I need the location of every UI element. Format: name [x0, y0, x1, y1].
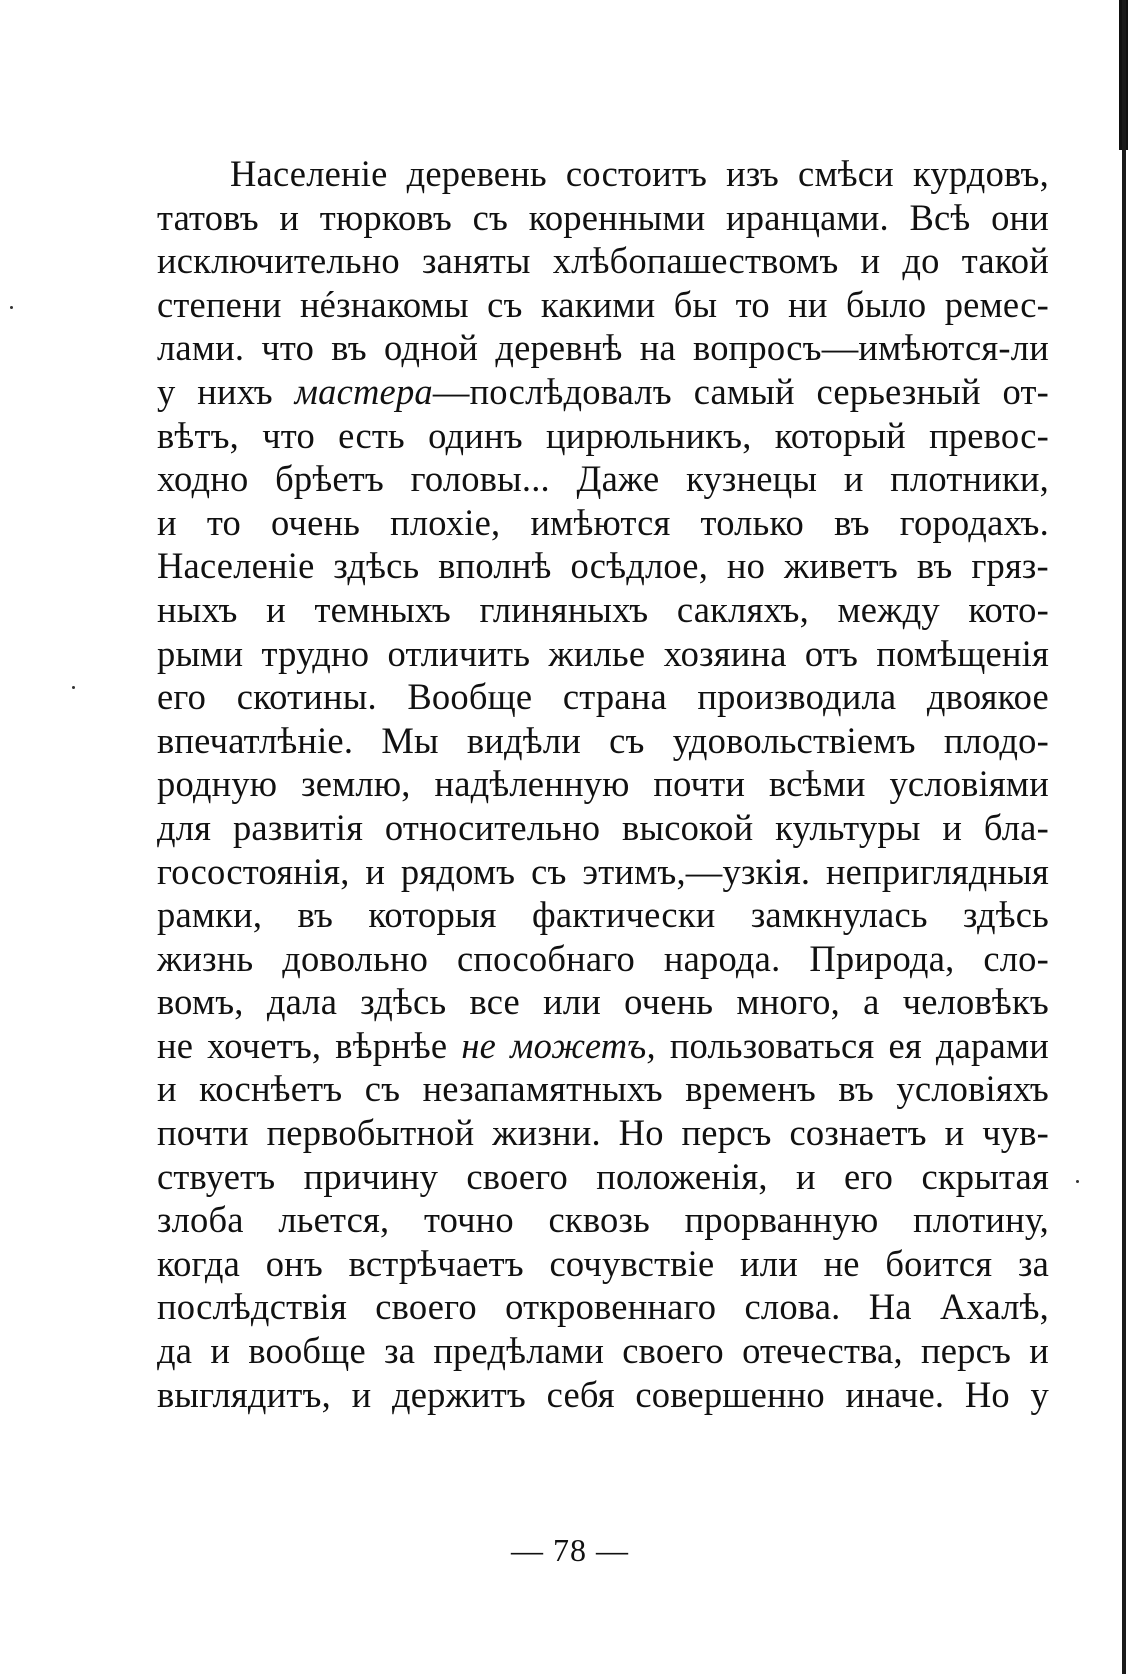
text-line	[157, 414, 1049, 458]
word: между	[837, 588, 940, 630]
word: въ	[331, 327, 367, 369]
word: землю,	[301, 763, 411, 805]
word: точно	[423, 1199, 514, 1241]
word: впечатлѣнiе.	[157, 719, 354, 761]
word: персъ	[920, 1330, 1012, 1372]
word: ствуетъ	[157, 1155, 276, 1197]
word: жизнь	[157, 937, 254, 979]
word: трудно	[261, 632, 370, 674]
word: онъ	[265, 1242, 323, 1284]
word: одной	[384, 327, 479, 369]
word: то	[735, 283, 770, 325]
word: фактически	[531, 894, 716, 936]
word: хлѣбопашествомъ	[552, 240, 839, 282]
word: когда	[157, 1242, 241, 1284]
text-line	[157, 588, 1049, 632]
word: очень	[624, 981, 714, 1023]
word: предѣлами	[433, 1330, 605, 1372]
word: родную	[157, 763, 278, 805]
word: одинъ	[428, 414, 523, 456]
word: головы...	[410, 458, 550, 500]
word: себя	[546, 1373, 615, 1415]
word: сочувствiе	[549, 1242, 715, 1284]
word: татовъ	[157, 196, 259, 238]
word: съ	[472, 196, 509, 238]
word: Но	[964, 1373, 1010, 1415]
word: причину	[303, 1155, 439, 1197]
word: въ	[834, 501, 870, 543]
word: Мы	[381, 719, 439, 761]
word: коснѣетъ	[199, 1068, 343, 1110]
word: степени	[157, 283, 282, 325]
text-line	[157, 1024, 1049, 1068]
page-number: — 78 —	[511, 1532, 629, 1568]
word: да	[157, 1330, 193, 1372]
word: сакляхъ,	[676, 588, 809, 630]
word: относительно	[384, 806, 601, 848]
word: плохiе,	[390, 501, 501, 543]
text-line	[157, 719, 1049, 763]
word: здѣсь	[963, 894, 1049, 936]
word: послѣдствiя	[157, 1286, 348, 1328]
word: очень	[271, 501, 361, 543]
word: высокой	[622, 806, 754, 848]
word: двоякое	[926, 676, 1049, 718]
word: можетъ,	[510, 1024, 656, 1066]
word: гряз-	[971, 545, 1049, 587]
word: и	[279, 196, 300, 238]
word: его	[844, 1155, 894, 1197]
word: тюрковъ	[319, 196, 452, 238]
word: и	[1029, 1330, 1049, 1372]
text-line	[157, 152, 1049, 196]
word: и	[266, 588, 286, 630]
word: ныхъ	[157, 588, 238, 630]
word: много,	[736, 981, 840, 1023]
word: Ахалѣ,	[939, 1286, 1049, 1328]
word: своего	[375, 1286, 477, 1328]
word: темныхъ	[314, 588, 451, 630]
word: нихъ	[197, 370, 273, 412]
word: деревень	[406, 153, 547, 194]
word: или	[740, 1242, 798, 1284]
word: способнаго	[457, 937, 635, 979]
word: дала	[266, 981, 338, 1023]
word: замкнулась	[750, 894, 928, 936]
word: и	[944, 1112, 965, 1154]
word: коренными	[528, 196, 706, 238]
word: отличить	[387, 632, 531, 674]
word: держитъ	[391, 1373, 526, 1415]
word: боится	[885, 1242, 993, 1284]
word: съ	[487, 283, 523, 325]
word: неприглядныя	[825, 850, 1049, 892]
text-line	[157, 675, 1049, 719]
word: съ	[609, 719, 645, 761]
word: почти	[653, 763, 746, 805]
word: съ	[364, 1068, 401, 1110]
word: этимъ,—узкiя.	[582, 850, 811, 892]
word: съ	[531, 850, 567, 892]
word: сло-	[983, 937, 1049, 979]
word: Природа,	[809, 937, 955, 979]
word: прорванную	[684, 1199, 879, 1241]
word: положенiя,	[596, 1155, 768, 1197]
word: плотину,	[913, 1199, 1049, 1241]
word: надѣленную	[434, 763, 630, 805]
word: какими	[540, 283, 656, 325]
word: не	[157, 1024, 194, 1066]
word: народа.	[663, 937, 781, 979]
word: за	[384, 1330, 416, 1372]
word: они	[991, 196, 1049, 238]
word: Населенiе	[230, 153, 388, 194]
word: превос-	[929, 414, 1049, 456]
word: ходно	[157, 458, 249, 500]
scan-speck	[1076, 1180, 1079, 1183]
word: льется,	[278, 1199, 390, 1241]
word: не	[823, 1242, 860, 1284]
word: состоитъ	[565, 153, 708, 194]
page-edge-line	[1122, 0, 1126, 1674]
word: кото-	[968, 588, 1049, 630]
word: вопросъ—имѣются-ли	[693, 327, 1049, 369]
word: цирюльникъ,	[546, 414, 752, 456]
word: деревнѣ	[495, 327, 623, 369]
word: своего	[466, 1155, 568, 1197]
word: и	[860, 240, 881, 282]
word: самый	[693, 370, 795, 412]
word: видѣли	[466, 719, 581, 761]
scan-speck	[72, 686, 75, 689]
text-line	[157, 239, 1049, 283]
word: только	[700, 501, 804, 543]
text-line	[157, 762, 1049, 806]
word: Населенiе	[157, 545, 315, 587]
word: культуры	[775, 806, 921, 848]
word: то	[206, 501, 241, 543]
word: что	[262, 414, 315, 456]
word: а	[863, 981, 880, 1023]
word: брѣетъ	[275, 458, 384, 500]
word: въ	[838, 1068, 874, 1110]
word: было	[846, 283, 927, 325]
word: скотины.	[236, 676, 377, 718]
word: развитiя	[232, 806, 364, 848]
word: хозяина	[663, 632, 787, 674]
word: все	[469, 981, 520, 1023]
word: вѣтъ,	[157, 414, 240, 456]
word: рыми	[157, 632, 244, 674]
text-line	[157, 544, 1049, 588]
word: и	[157, 1068, 177, 1110]
text-line	[157, 1198, 1049, 1242]
word: вполнѣ	[438, 545, 552, 587]
word: удовольствiемъ	[672, 719, 916, 761]
text-line	[157, 196, 1049, 240]
word: встрѣчаетъ	[348, 1242, 524, 1284]
word: и	[351, 1373, 372, 1415]
word: который	[774, 414, 906, 456]
word: за	[1017, 1242, 1049, 1284]
word: Но	[618, 1112, 664, 1154]
word: и	[942, 806, 963, 848]
text-line	[157, 326, 1049, 370]
text-line	[157, 1155, 1049, 1199]
word: жизни.	[492, 1112, 601, 1154]
word: въ	[297, 894, 334, 936]
word: временъ	[685, 1068, 817, 1110]
text-line	[157, 501, 1049, 545]
text-line	[157, 1373, 1049, 1417]
word: сознаетъ	[789, 1112, 927, 1154]
word: слова.	[744, 1286, 841, 1328]
word: или	[543, 981, 601, 1023]
word: заняты	[421, 240, 531, 282]
word: жилье	[548, 632, 646, 674]
text-line	[157, 1329, 1049, 1373]
word: бы	[673, 283, 718, 325]
text-line	[157, 806, 1049, 850]
word: рамки,	[157, 894, 263, 936]
word: иначе.	[845, 1373, 945, 1415]
word: на	[639, 327, 676, 369]
word: до	[902, 240, 940, 282]
text-line	[157, 283, 1049, 327]
word: производила	[697, 676, 897, 718]
text-line	[157, 1111, 1049, 1155]
word: от-	[1002, 370, 1049, 412]
text-line	[157, 1285, 1049, 1329]
word: у	[1030, 1373, 1049, 1415]
word: Всѣ	[909, 196, 971, 238]
word: серьезный	[816, 370, 981, 412]
word: почти	[157, 1112, 249, 1154]
word: пользоваться	[669, 1024, 875, 1066]
word: вообще	[248, 1330, 366, 1372]
word: исключительно	[157, 240, 400, 282]
word: изъ	[726, 153, 779, 194]
word: сквозь	[548, 1199, 650, 1241]
word: злоба	[157, 1199, 244, 1241]
word: госостоянiя,	[157, 850, 350, 892]
word: и	[157, 501, 177, 543]
text-line	[157, 937, 1049, 981]
word: смѣси	[798, 153, 894, 194]
text-line	[157, 850, 1049, 894]
word: и	[210, 1330, 231, 1372]
word: у	[157, 370, 176, 412]
word: плодо-	[943, 719, 1049, 761]
body-text	[157, 152, 1049, 1416]
word: которыя	[368, 894, 497, 936]
word: На	[868, 1286, 912, 1328]
word: нéзнакомы	[299, 283, 469, 325]
word: незапамятныхъ	[422, 1068, 663, 1110]
word: ремес-	[944, 283, 1049, 325]
word: персъ	[681, 1112, 772, 1154]
word: здѣсь	[360, 981, 447, 1023]
word: и	[795, 1155, 816, 1197]
word: такой	[961, 240, 1049, 282]
text-line	[157, 457, 1049, 501]
word: всѣми	[768, 763, 866, 805]
word: иранцами.	[726, 196, 889, 238]
word: бла-	[983, 806, 1049, 848]
word: отечества,	[742, 1330, 903, 1372]
text-line	[157, 370, 1049, 414]
word: условiяхъ	[896, 1068, 1049, 1110]
word: лами.	[157, 327, 245, 369]
word: скрытая	[921, 1155, 1049, 1197]
word: и	[843, 458, 864, 500]
word: мастера—послѣдовалъ	[294, 370, 672, 412]
word: человѣкъ	[902, 981, 1049, 1023]
word: здѣсь	[333, 545, 420, 587]
word: рядомъ	[400, 850, 516, 892]
word: выглядитъ,	[157, 1373, 331, 1415]
word: совершенно	[635, 1373, 825, 1415]
word: имѣются	[530, 501, 671, 543]
word: что	[261, 327, 315, 369]
word: кузнецы	[686, 458, 818, 500]
word: въ	[916, 545, 953, 587]
text-line	[157, 632, 1049, 676]
word: отъ	[804, 632, 859, 674]
word: Даже	[576, 458, 660, 500]
word: городахъ.	[899, 501, 1049, 543]
word: глиняныхъ	[479, 588, 649, 630]
word: и	[365, 850, 386, 892]
scan-speck	[10, 306, 13, 309]
word: чув-	[982, 1112, 1049, 1154]
word: хочетъ,	[207, 1024, 322, 1066]
word: дарами	[935, 1024, 1049, 1066]
word: своего	[622, 1330, 724, 1372]
text-line	[157, 980, 1049, 1024]
word: страна	[562, 676, 667, 718]
word: плотники,	[890, 458, 1049, 500]
word: вомъ,	[157, 981, 244, 1023]
word: курдовъ,	[912, 153, 1049, 194]
word: помѣщенiя	[876, 632, 1049, 674]
word: для	[157, 806, 212, 848]
text-line	[157, 1067, 1049, 1111]
word: осѣдлое,	[570, 545, 709, 587]
word: Вообще	[407, 676, 533, 718]
word: довольно	[282, 937, 429, 979]
word: условiями	[889, 763, 1049, 805]
word: есть	[338, 414, 405, 456]
word: не	[461, 1024, 497, 1066]
text-line	[157, 1242, 1049, 1286]
word: ни	[788, 283, 828, 325]
word: первобытной	[266, 1112, 475, 1154]
word: вѣрнѣе	[335, 1024, 448, 1066]
word: ея	[888, 1024, 922, 1066]
word: живетъ	[783, 545, 898, 587]
word: но	[726, 545, 766, 587]
word: откровеннаго	[505, 1286, 717, 1328]
text-line	[157, 893, 1049, 937]
word: его	[157, 676, 207, 718]
